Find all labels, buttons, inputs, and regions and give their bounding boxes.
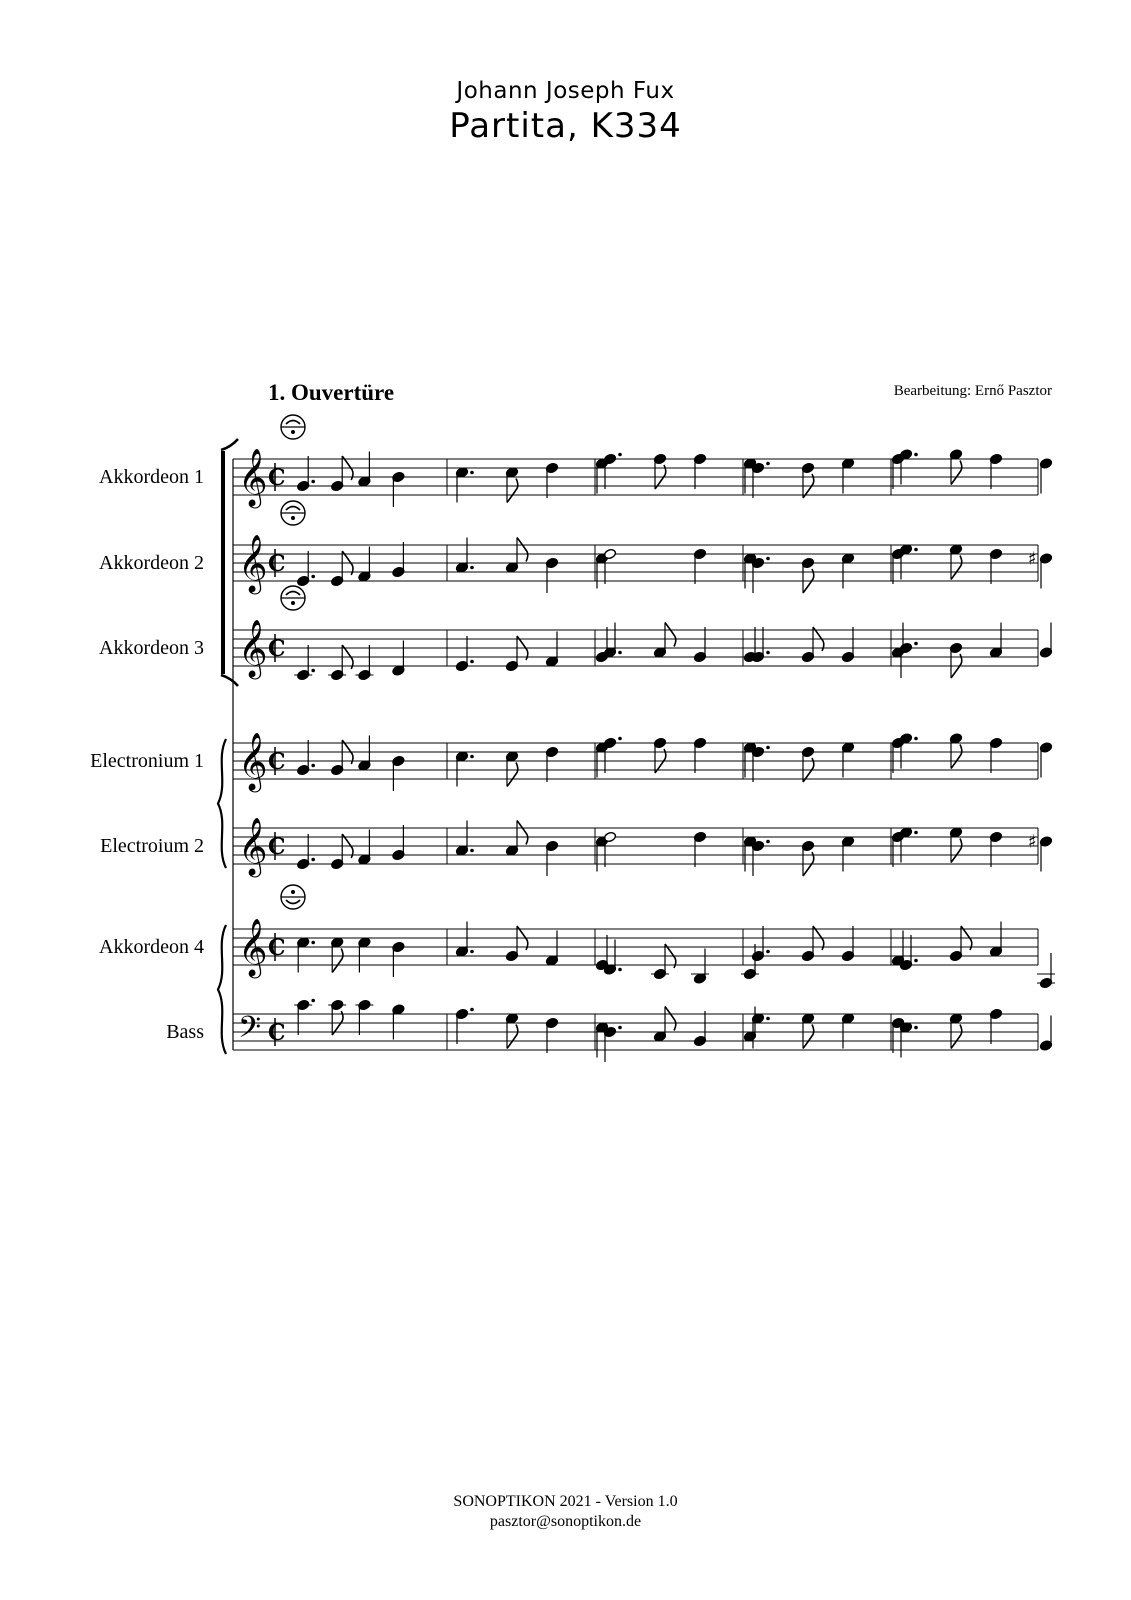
flag bbox=[951, 745, 962, 769]
note bbox=[693, 831, 706, 867]
note bbox=[949, 642, 962, 678]
augmentation-dot bbox=[914, 959, 918, 963]
note bbox=[741, 944, 759, 980]
augmentation-dot bbox=[470, 566, 474, 570]
augmentation-dot bbox=[618, 651, 622, 655]
note bbox=[603, 548, 616, 584]
note bbox=[595, 935, 608, 971]
staff-7 bbox=[166, 999, 1052, 1062]
note bbox=[392, 755, 405, 791]
flag bbox=[803, 1025, 814, 1049]
instrument-name: Electroium 2 bbox=[100, 835, 204, 857]
cut-time-signature: C bbox=[268, 465, 286, 491]
augmentation-dot bbox=[766, 840, 770, 844]
instrument-name: Akkordeon 3 bbox=[99, 637, 204, 659]
note bbox=[989, 1008, 1002, 1044]
note bbox=[693, 627, 706, 663]
note bbox=[358, 547, 371, 583]
note bbox=[455, 922, 473, 958]
augmentation-dot bbox=[311, 480, 315, 484]
cut-time-signature: C bbox=[268, 834, 286, 860]
note bbox=[455, 467, 473, 503]
footer-email: pasztor@sonoptikon.de bbox=[489, 1513, 642, 1530]
note bbox=[392, 471, 405, 507]
sharp-accidental: ♯ bbox=[1028, 548, 1037, 570]
note bbox=[505, 467, 518, 503]
note bbox=[603, 737, 621, 773]
note bbox=[989, 737, 1002, 773]
augmentation-dot bbox=[766, 746, 770, 750]
note bbox=[1039, 623, 1052, 659]
footer-publisher: SONOPTIKON 2021 - Version 1.0 bbox=[453, 1493, 678, 1510]
note bbox=[693, 1011, 706, 1047]
note bbox=[328, 645, 353, 681]
note bbox=[603, 831, 616, 867]
instrument-name: Akkordeon 4 bbox=[99, 936, 204, 958]
augmentation-dot bbox=[470, 660, 474, 664]
note bbox=[743, 836, 756, 872]
note bbox=[751, 1013, 769, 1049]
note bbox=[294, 999, 315, 1035]
flag bbox=[951, 461, 962, 485]
cut-time-signature: C bbox=[268, 1020, 286, 1046]
augmentation-dot bbox=[470, 755, 474, 759]
note bbox=[899, 544, 917, 580]
augmentation-dot bbox=[618, 1026, 622, 1030]
treble-clef: 𝄞 bbox=[238, 918, 268, 976]
flag bbox=[332, 949, 343, 973]
ornament-dot bbox=[291, 890, 295, 894]
note bbox=[1037, 953, 1055, 989]
note bbox=[545, 931, 558, 967]
augmentation-dot bbox=[766, 557, 770, 561]
note bbox=[455, 538, 473, 574]
note bbox=[1028, 549, 1053, 589]
augmentation-dot bbox=[914, 453, 918, 457]
cut-time-signature: C bbox=[268, 749, 286, 775]
note bbox=[989, 548, 1002, 584]
ornament-dot bbox=[291, 601, 295, 605]
note bbox=[355, 999, 373, 1035]
note bbox=[891, 623, 904, 659]
staff-5 bbox=[100, 817, 1053, 878]
note bbox=[651, 944, 676, 980]
note bbox=[751, 746, 769, 782]
note bbox=[358, 452, 371, 488]
augmentation-dot bbox=[311, 575, 315, 579]
note bbox=[331, 937, 344, 973]
flag bbox=[665, 623, 676, 647]
augmentation-dot bbox=[618, 737, 622, 741]
note bbox=[545, 1017, 558, 1053]
note bbox=[1039, 1016, 1052, 1052]
note bbox=[693, 737, 706, 773]
note bbox=[899, 449, 917, 485]
note bbox=[294, 645, 315, 681]
augmentation-dot bbox=[914, 831, 918, 835]
augmentation-dot bbox=[618, 968, 622, 972]
note bbox=[358, 736, 371, 772]
note bbox=[899, 642, 917, 678]
note bbox=[505, 821, 527, 857]
note bbox=[505, 1013, 518, 1049]
ornament-arc bbox=[286, 592, 300, 596]
note bbox=[392, 825, 405, 861]
note bbox=[801, 462, 814, 498]
note bbox=[841, 836, 854, 872]
augmentation-dot bbox=[311, 858, 315, 862]
electronium-brace bbox=[218, 739, 226, 868]
note bbox=[545, 632, 558, 668]
composer-name: Johann Joseph Fux bbox=[456, 78, 675, 104]
note bbox=[949, 544, 962, 580]
ornament-arc bbox=[286, 421, 300, 425]
staff-6 bbox=[99, 885, 1055, 989]
note bbox=[841, 553, 854, 589]
treble-clef: 𝄞 bbox=[238, 448, 268, 506]
note bbox=[899, 1022, 917, 1058]
arranger-credit: Bearbeitung: Ernő Pasztor bbox=[893, 383, 1052, 399]
augmentation-dot bbox=[311, 999, 315, 1003]
note bbox=[653, 623, 675, 659]
note bbox=[743, 553, 756, 589]
augmentation-dot bbox=[766, 1017, 770, 1021]
augmentation-dot bbox=[914, 548, 918, 552]
note bbox=[949, 827, 962, 863]
note bbox=[545, 462, 558, 498]
flag bbox=[507, 479, 518, 503]
staff-2 bbox=[99, 501, 1053, 595]
note bbox=[899, 733, 917, 769]
treble-clef: 𝄞 bbox=[238, 619, 268, 677]
augmentation-dot bbox=[914, 1026, 918, 1030]
staff-4 bbox=[90, 732, 1053, 793]
note bbox=[545, 746, 558, 782]
note bbox=[751, 840, 769, 876]
note bbox=[891, 1017, 904, 1053]
ornament-arc bbox=[286, 900, 300, 904]
instrument-name: Electronium 1 bbox=[90, 750, 204, 772]
note bbox=[1039, 458, 1052, 494]
note bbox=[691, 949, 709, 985]
note bbox=[1028, 832, 1053, 872]
note bbox=[653, 737, 666, 773]
treble-clef: 𝄞 bbox=[238, 732, 268, 790]
piece-title: Partita, K334 bbox=[449, 106, 682, 146]
augmentation-dot bbox=[470, 849, 474, 853]
staff-3 bbox=[99, 586, 1053, 681]
note bbox=[603, 1026, 621, 1062]
bracket-hook-bottom bbox=[221, 675, 238, 686]
note bbox=[603, 453, 621, 489]
note bbox=[949, 733, 962, 769]
note bbox=[392, 542, 405, 578]
note bbox=[841, 458, 854, 494]
note bbox=[801, 1013, 814, 1049]
flag bbox=[517, 821, 528, 845]
note bbox=[743, 458, 756, 494]
augmentation-dot bbox=[470, 1008, 474, 1012]
augmentation-dot bbox=[311, 764, 315, 768]
instrument-name: Bass bbox=[166, 1021, 204, 1043]
note bbox=[949, 449, 962, 485]
note bbox=[989, 831, 1002, 867]
flag bbox=[951, 556, 962, 580]
flag bbox=[507, 763, 518, 787]
note bbox=[841, 627, 854, 663]
note bbox=[455, 751, 473, 787]
note bbox=[751, 462, 769, 498]
note bbox=[801, 746, 814, 782]
augmentation-dot bbox=[914, 737, 918, 741]
augmentation-dot bbox=[618, 453, 622, 457]
note bbox=[328, 999, 346, 1035]
augmentation-dot bbox=[311, 669, 315, 673]
instrument-name: Akkordeon 2 bbox=[99, 552, 204, 574]
note bbox=[891, 931, 904, 967]
note bbox=[545, 557, 558, 593]
augmentation-dot bbox=[470, 471, 474, 475]
augmentation-dot bbox=[766, 462, 770, 466]
flag bbox=[951, 839, 962, 863]
instrument-name: Akkordeon 1 bbox=[99, 466, 204, 488]
ornament-arc bbox=[286, 507, 300, 511]
note bbox=[743, 742, 756, 778]
note bbox=[392, 1004, 405, 1040]
bass-clef: 𝄢 bbox=[238, 1011, 262, 1052]
note bbox=[297, 937, 315, 973]
note bbox=[841, 926, 854, 962]
note bbox=[545, 840, 558, 876]
treble-clef: 𝄞 bbox=[238, 817, 268, 875]
augmentation-dot bbox=[470, 950, 474, 954]
note bbox=[949, 1013, 962, 1049]
note bbox=[751, 557, 769, 593]
cut-time-signature: C bbox=[268, 636, 286, 662]
note bbox=[693, 548, 706, 584]
note bbox=[505, 538, 527, 574]
note bbox=[989, 922, 1002, 958]
flag bbox=[951, 1025, 962, 1049]
flag bbox=[517, 538, 528, 562]
flag bbox=[665, 1007, 676, 1031]
note bbox=[841, 742, 854, 778]
treble-clef: 𝄞 bbox=[238, 534, 268, 592]
note bbox=[653, 1007, 675, 1043]
note bbox=[455, 1008, 473, 1044]
note bbox=[358, 830, 371, 866]
note bbox=[392, 941, 405, 977]
note bbox=[693, 453, 706, 489]
ornament-dot bbox=[291, 430, 295, 434]
note bbox=[743, 1007, 756, 1043]
movement-title: 1. Ouvertüre bbox=[268, 380, 395, 405]
augmentation-dot bbox=[766, 651, 770, 655]
cut-time-signature: C bbox=[268, 551, 286, 577]
note bbox=[841, 1013, 854, 1049]
note bbox=[653, 453, 666, 489]
note bbox=[595, 627, 608, 663]
sharp-accidental: ♯ bbox=[1028, 831, 1037, 853]
bracket-hook-top bbox=[221, 439, 238, 450]
cut-time-signature: C bbox=[268, 935, 286, 961]
augmentation-dot bbox=[766, 950, 770, 954]
note bbox=[899, 827, 917, 863]
augmentation-dot bbox=[914, 642, 918, 646]
piano-brace bbox=[218, 925, 226, 1054]
note bbox=[989, 453, 1002, 489]
note bbox=[801, 840, 814, 876]
note bbox=[1039, 742, 1052, 778]
note bbox=[455, 821, 473, 857]
note bbox=[392, 641, 405, 677]
staff-1 bbox=[99, 415, 1053, 509]
note bbox=[801, 557, 814, 593]
note bbox=[595, 1022, 608, 1058]
note bbox=[505, 751, 518, 787]
flag bbox=[507, 1025, 518, 1049]
ornament-dot bbox=[291, 516, 295, 520]
note bbox=[358, 937, 371, 973]
note bbox=[989, 623, 1002, 659]
note bbox=[603, 623, 621, 659]
note bbox=[603, 940, 621, 976]
note bbox=[355, 645, 373, 681]
augmentation-dot bbox=[311, 941, 315, 945]
